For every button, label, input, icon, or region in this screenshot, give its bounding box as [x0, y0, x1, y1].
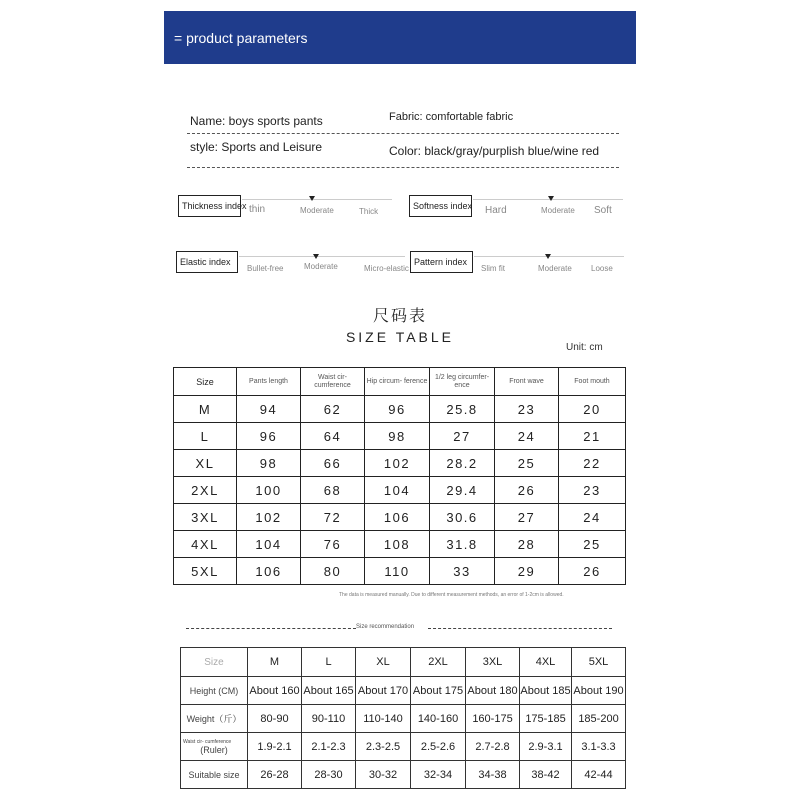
measurement-note: The data is measured manually. Due to different measurement methods, an error of 1-2cm is allowed.: [339, 592, 564, 598]
index-option: Soft: [594, 205, 612, 216]
table-cell: 30-32: [356, 761, 411, 789]
index-option: Micro-elastic: [364, 264, 409, 273]
table-cell: 25: [495, 450, 559, 477]
table-cell: 96: [237, 423, 301, 450]
table-cell: 2.9-3.1: [520, 733, 572, 761]
row-header-sublabel: Waist cir- cumference: [183, 738, 232, 745]
column-header: 3XL: [466, 648, 520, 677]
row-header-label: (Ruler): [200, 744, 228, 755]
table-cell: 104: [365, 477, 430, 504]
table-cell: 25.8: [430, 396, 495, 423]
index-option: Moderate: [541, 206, 575, 215]
table-cell: 94: [237, 396, 301, 423]
table-cell: 24: [559, 504, 626, 531]
product-style: style: Sports and Leisure: [190, 140, 323, 154]
table-cell: 2.1-2.3: [302, 733, 356, 761]
index-label-box: Elastic index: [176, 251, 238, 273]
product-fabric: Fabric: comfortable fabric: [389, 111, 514, 123]
table-cell: 104: [237, 531, 301, 558]
table-header-row: [174, 368, 626, 396]
product-parameters-banner: [164, 11, 636, 64]
size-recommendation-label: Size recommendation: [356, 624, 415, 630]
divider: [186, 628, 356, 629]
table-cell: 108: [365, 531, 430, 558]
column-header: Size: [181, 648, 248, 677]
column-header: 5XL: [572, 648, 626, 677]
table-cell: L: [174, 423, 237, 450]
table-cell: 5XL: [174, 558, 237, 585]
column-header: Waist cir- cumference: [301, 368, 365, 396]
table-cell: 106: [237, 558, 301, 585]
table-cell: 4XL: [174, 531, 237, 558]
table-cell: 98: [365, 423, 430, 450]
index-marker-icon: [545, 254, 551, 259]
index-option: Bullet-free: [247, 264, 284, 273]
table-cell: 21: [559, 423, 626, 450]
table-cell: 26-28: [248, 761, 302, 789]
table-cell: 23: [559, 477, 626, 504]
table-cell: 26: [495, 477, 559, 504]
column-header: M: [248, 648, 302, 677]
table-cell: 25: [559, 531, 626, 558]
index-option: Hard: [485, 205, 507, 216]
table-cell: 2.3-2.5: [356, 733, 411, 761]
table-cell: 34-38: [466, 761, 520, 789]
index-marker-icon: [548, 196, 554, 201]
column-header: 1/2 leg circumfer- ence: [430, 368, 495, 396]
table-cell: 22: [559, 450, 626, 477]
table-cell: 76: [301, 531, 365, 558]
table-cell: About 180: [466, 677, 520, 705]
table-row: [174, 558, 626, 585]
table-cell: 90-110: [302, 705, 356, 733]
unit-label: Unit: cm: [566, 342, 603, 353]
table-cell: 68: [301, 477, 365, 504]
index-option: Loose: [591, 264, 613, 273]
product-name: Name: boys sports pants: [190, 114, 323, 128]
table-cell: 72: [301, 504, 365, 531]
table-cell: 24: [495, 423, 559, 450]
size-table-title-en: SIZE TABLE: [345, 329, 455, 345]
column-header: L: [302, 648, 356, 677]
table-cell: 28.2: [430, 450, 495, 477]
table-cell: XL: [174, 450, 237, 477]
size-table-title-cn: 尺码表: [372, 308, 427, 325]
table-cell: 26: [559, 558, 626, 585]
table-cell: 102: [365, 450, 430, 477]
table-cell: 96: [365, 396, 430, 423]
row-header: Height (CM): [181, 677, 248, 705]
table-row: [174, 531, 626, 558]
table-cell: 64: [301, 423, 365, 450]
table-cell: 1.9-2.1: [248, 733, 302, 761]
table-row: [174, 504, 626, 531]
index-option: Thick: [359, 207, 379, 216]
index-option: Moderate: [304, 262, 338, 271]
table-cell: 38-42: [520, 761, 572, 789]
table-cell: 2.5-2.6: [411, 733, 466, 761]
table-header-row: [181, 648, 626, 677]
table-cell: About 170: [356, 677, 411, 705]
index-label-box: Thickness index: [178, 195, 241, 217]
index-marker-icon: [313, 254, 319, 259]
index-label-box: Softness index: [409, 195, 472, 217]
table-cell: 140-160: [411, 705, 466, 733]
table-cell: 175-185: [520, 705, 572, 733]
table-row: [181, 705, 626, 733]
column-header: Pants length: [237, 368, 301, 396]
table-cell: About 185: [520, 677, 572, 705]
table-cell: 160-175: [466, 705, 520, 733]
table-cell: 110: [365, 558, 430, 585]
product-color: Color: black/gray/purplish blue/wine red: [389, 144, 600, 158]
table-cell: 80-90: [248, 705, 302, 733]
column-header: 4XL: [520, 648, 572, 677]
size-table: [173, 367, 626, 585]
table-cell: 2.7-2.8: [466, 733, 520, 761]
table-row: [181, 761, 626, 789]
table-cell: 102: [237, 504, 301, 531]
table-row: [174, 450, 626, 477]
table-cell: 62: [301, 396, 365, 423]
row-header: Weight（斤）: [181, 705, 248, 733]
table-cell: 27: [430, 423, 495, 450]
index-option: thin: [249, 204, 266, 215]
table-cell: 28: [495, 531, 559, 558]
index-option: Slim fit: [481, 264, 505, 273]
table-cell: 23: [495, 396, 559, 423]
table-cell: 66: [301, 450, 365, 477]
table-cell: 31.8: [430, 531, 495, 558]
table-cell: M: [174, 396, 237, 423]
divider: [187, 133, 619, 134]
table-cell: 185-200: [572, 705, 626, 733]
banner-title: = product parameters: [174, 29, 308, 46]
table-row: [174, 396, 626, 423]
table-row: [174, 423, 626, 450]
divider: [428, 628, 612, 629]
table-cell: 2XL: [174, 477, 237, 504]
table-cell: 27: [495, 504, 559, 531]
column-header: 2XL: [411, 648, 466, 677]
table-cell: 100: [237, 477, 301, 504]
table-cell: 3.1-3.3: [572, 733, 626, 761]
table-cell: 3XL: [174, 504, 237, 531]
table-cell: 42-44: [572, 761, 626, 789]
column-header: Hip circum- ference: [365, 368, 430, 396]
index-option: Moderate: [538, 264, 572, 273]
index-scale-line: [242, 199, 392, 200]
row-header: [181, 733, 248, 761]
table-row: [181, 677, 626, 705]
table-cell: 29.4: [430, 477, 495, 504]
index-option: Moderate: [300, 206, 334, 215]
table-cell: 33: [430, 558, 495, 585]
index-label-box: Pattern index: [410, 251, 473, 273]
column-header: Front wave: [495, 368, 559, 396]
table-cell: About 165: [302, 677, 356, 705]
table-cell: About 160: [248, 677, 302, 705]
table-cell: 98: [237, 450, 301, 477]
table-cell: 30.6: [430, 504, 495, 531]
table-cell: 106: [365, 504, 430, 531]
column-header: Foot mouth: [559, 368, 626, 396]
table-cell: 20: [559, 396, 626, 423]
divider: [187, 167, 619, 168]
column-header: XL: [356, 648, 411, 677]
table-cell: About 190: [572, 677, 626, 705]
table-cell: 110-140: [356, 705, 411, 733]
table-cell: 32-34: [411, 761, 466, 789]
table-row: [174, 477, 626, 504]
row-header: Suitable size: [181, 761, 248, 789]
table-cell: 29: [495, 558, 559, 585]
index-scale-line: [239, 256, 405, 257]
table-cell: 80: [301, 558, 365, 585]
table-cell: About 175: [411, 677, 466, 705]
table-row: [181, 733, 626, 761]
size-recommendation-table: [180, 647, 626, 789]
index-marker-icon: [309, 196, 315, 201]
table-cell: 28-30: [302, 761, 356, 789]
column-header: Size: [174, 368, 237, 396]
